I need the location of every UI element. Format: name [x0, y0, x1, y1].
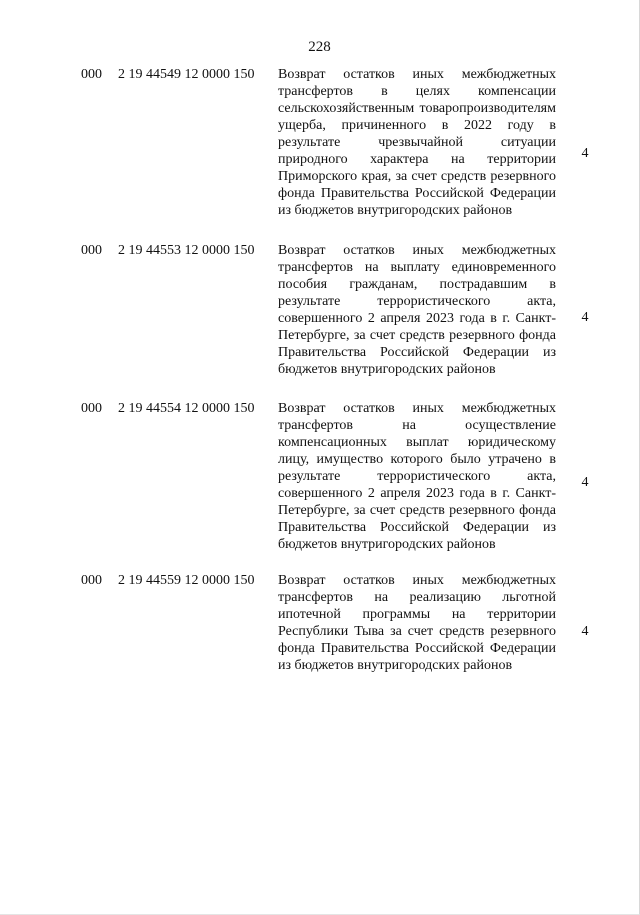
income-name: Возврат остатков иных межбюджетных трансфертов на реализацию льготной ипотечной программы на территории Республики Тыва за счет средств резервного фонда Правительства Российской Федерации из бюджетов внутригородских районов	[278, 573, 556, 673]
income-name: Возврат остатков иных межбюджетных трансфертов на выплату единовременного пособия гражданам, пострадавшим в результате террористического акта, совершенного 2 апреля 2023 года в г. Санкт-Петербурге, за счет средств резервного фонда Правительства Российской Федерации из бюджетов внутригородских районов	[278, 243, 556, 377]
budget-classification-code: 2 19 44554 12 0000 150	[118, 401, 255, 416]
admin-code: 000	[81, 243, 102, 258]
budget-classification-code: 2 19 44553 12 0000 150	[118, 243, 255, 258]
distribution-value: 4	[581, 475, 589, 490]
distribution-value: 4	[581, 146, 589, 161]
budget-classification-code: 2 19 44549 12 0000 150	[118, 67, 255, 82]
distribution-value: 4	[581, 624, 589, 639]
admin-code: 000	[81, 401, 102, 416]
admin-code: 000	[81, 67, 102, 82]
budget-classification-code: 2 19 44559 12 0000 150	[118, 573, 255, 588]
distribution-value: 4	[581, 310, 589, 325]
income-name: Возврат остатков иных межбюджетных трансфертов в целях компенсации сельскохозяйственным товаропроизводителям ущерба, причиненного в 2022 году в результате чрезвычайной ситуации природного характера на территории Приморского края, за счет средств резервного фонда Правительства Российской Федерации из бюджетов внутригородских районов	[278, 67, 556, 218]
admin-code: 000	[81, 573, 102, 588]
income-name: Возврат остатков иных межбюджетных трансфертов на осуществление компенсационных выплат юридическому лицу, имущество которого было утрачено в результате террористического акта, совершенного 2 апреля 2023 года в г. Санкт-Петербурге, за счет средств резервного фонда Правительства Российской Федерации из бюджетов внутригородских районов	[278, 401, 556, 552]
page-number: 228	[308, 39, 331, 55]
